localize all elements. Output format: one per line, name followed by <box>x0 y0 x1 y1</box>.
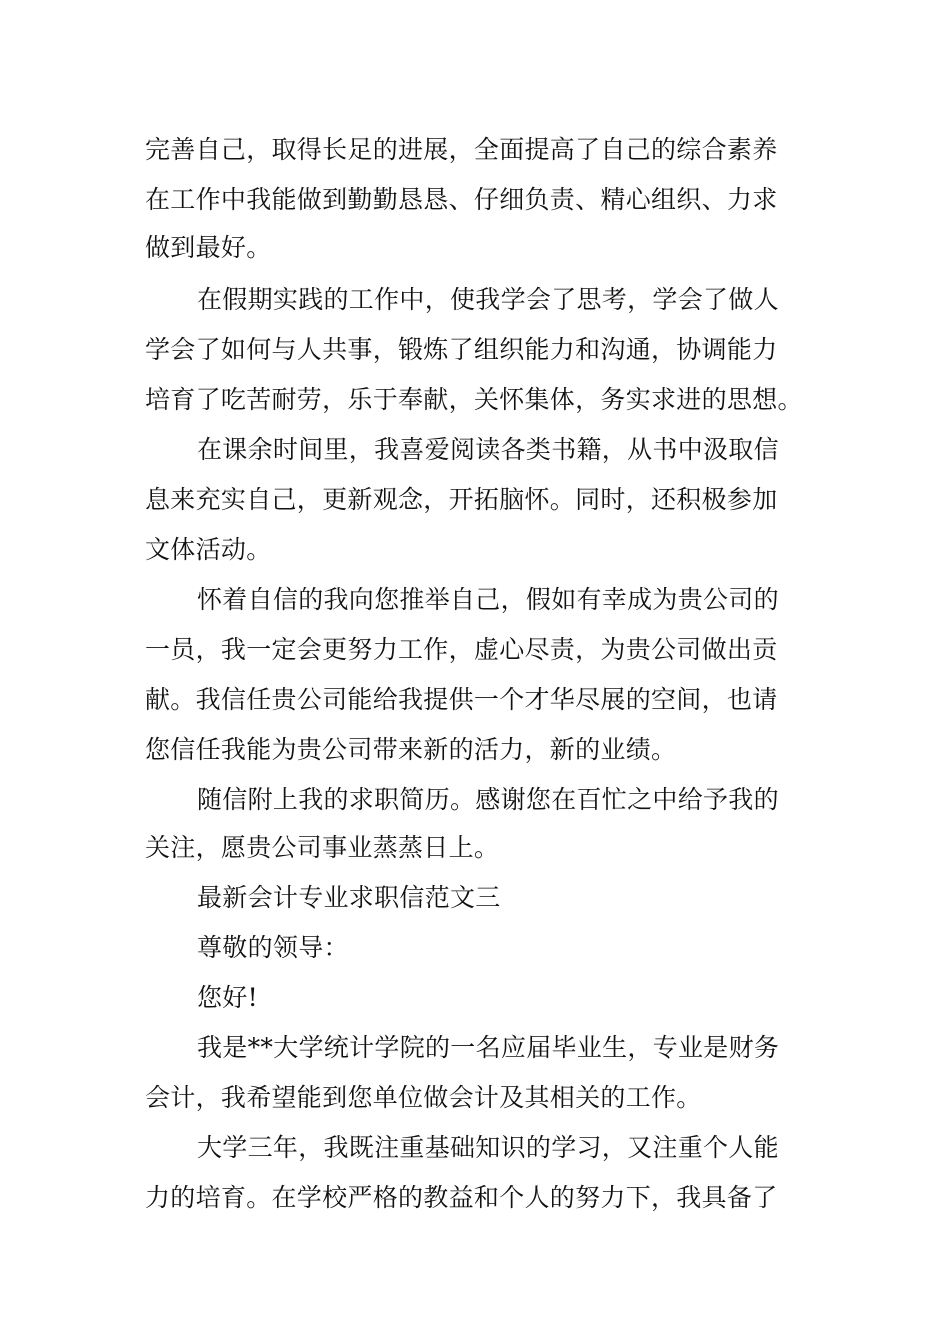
paragraph-start: 大学三年，我既注重基础知识的学习，又注重个人能 <box>197 1133 779 1162</box>
text-line: 文体活动。 <box>145 535 272 564</box>
section-title: 最新会计专业求职信范文三 <box>197 883 501 912</box>
text-line: 完善自己，取得长足的进展，全面提高了自己的综合素养 <box>145 135 778 164</box>
greeting: 您好! <box>197 983 258 1012</box>
paragraph-start: 在假期实践的工作中，使我学会了思考，学会了做人 <box>197 285 779 314</box>
text-line: 关注，愿贵公司事业蒸蒸日上。 <box>145 833 500 862</box>
text-line: 做到最好。 <box>145 233 272 262</box>
paragraph-start: 怀着自信的我向您推举自己，假如有幸成为贵公司的 <box>197 585 779 614</box>
text-line: 学会了如何与人共事，锻炼了组织能力和沟通，协调能力 <box>145 335 778 364</box>
text-line: 力的培育。在学校严格的教益和个人的努力下，我具备了 <box>145 1183 778 1212</box>
text-line: 您信任我能为贵公司带来新的活力，新的业绩。 <box>145 735 677 764</box>
text-line: 在工作中我能做到勤勤恳恳、仔细负责、精心组织、力求 <box>145 185 778 214</box>
text-line: 息来充实自己，更新观念，开拓脑怀。同时，还积极参加 <box>145 485 778 514</box>
salutation: 尊敬的领导： <box>197 933 349 962</box>
paragraph-start: 在课余时间里，我喜爱阅读各类书籍，从书中汲取信 <box>197 435 779 464</box>
text-line: 献。我信任贵公司能给我提供一个才华尽展的空间，也请 <box>145 685 778 714</box>
text-line: 培育了吃苦耐劳，乐于奉献，关怀集体，务实求进的思想。 <box>145 385 803 414</box>
paragraph-start: 随信附上我的求职简历。感谢您在百忙之中给予我的 <box>197 785 779 814</box>
paragraph-start: 我是**大学统计学院的一名应届毕业生，专业是财务 <box>197 1033 780 1062</box>
text-line: 一员，我一定会更努力工作，虚心尽责，为贵公司做出贡 <box>145 635 778 664</box>
text-line: 会计，我希望能到您单位做会计及其相关的工作。 <box>145 1083 702 1112</box>
